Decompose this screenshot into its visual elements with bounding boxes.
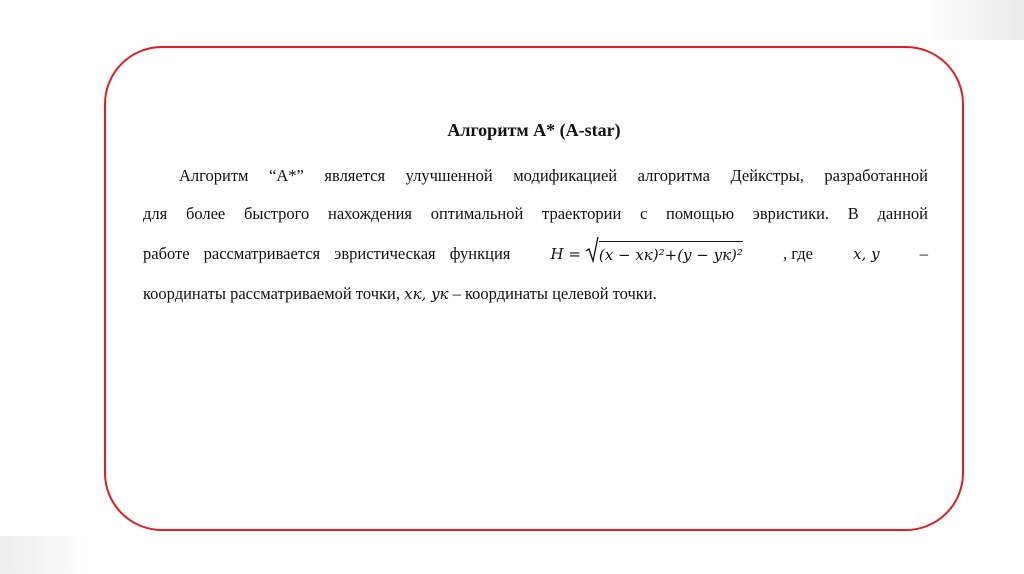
corner-shading-bottom-left [0, 536, 90, 574]
line3-dash: – [919, 244, 928, 263]
line3-vars: x, y [853, 245, 880, 263]
line4-suffix: – координаты целевой точки. [452, 284, 657, 303]
paragraph-line-3 [143, 242, 928, 266]
line3-where: , где [783, 244, 813, 263]
paragraph-line-1: Алгоритм “A*” является улучшенной модификацией алгоритма Дейкстры, разработанной [179, 166, 928, 185]
square-root [585, 241, 743, 267]
heuristic-formula [551, 241, 743, 267]
paragraph-line-2: для более быстрого нахождения оптимальной траектории с помощью эвристики. В данной [143, 204, 928, 223]
corner-shading-top-right [926, 0, 1024, 40]
paragraph-line-4 [143, 282, 657, 306]
formula-radicand: (x − xк)²+(y − yк)² [599, 241, 743, 267]
slide-title: Алгоритм A* (A-star) [447, 120, 621, 140]
line4-prefix: координаты рассматриваемой точки, [143, 284, 400, 303]
line3-prefix: работе рассматривается эвристическая функция [143, 244, 511, 263]
line4-vars: xк, yк [404, 285, 449, 303]
formula-lhs: H = [550, 245, 581, 263]
radical-sign-icon [585, 235, 599, 263]
